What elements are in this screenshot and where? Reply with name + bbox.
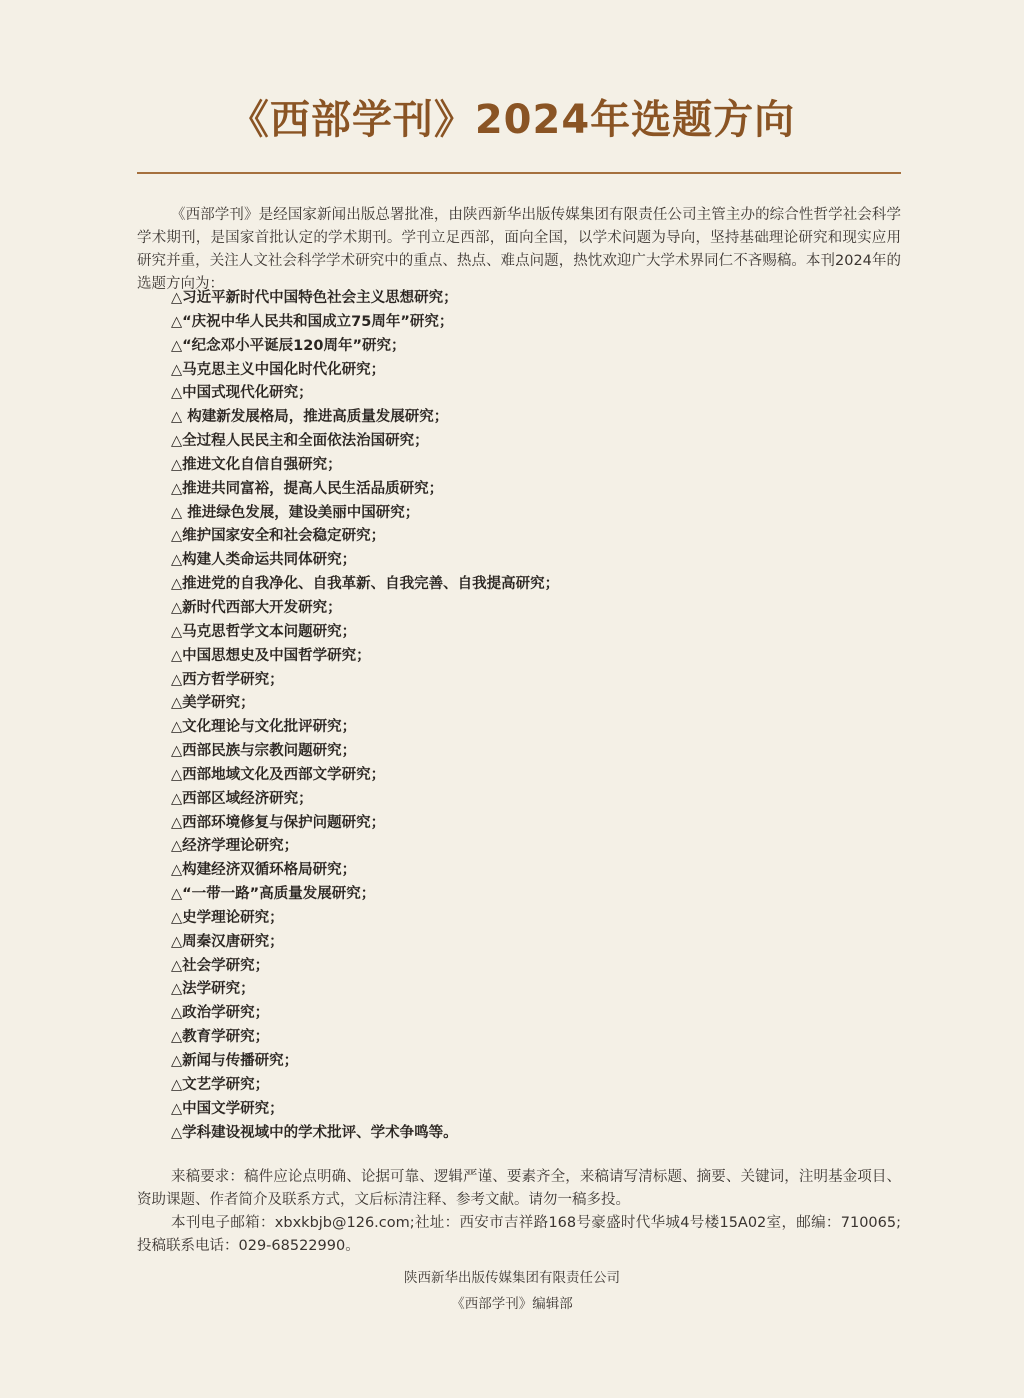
topic-item: △新时代西部大开发研究；: [171, 599, 342, 616]
topic-item: △西部民族与宗教问题研究；: [171, 743, 357, 760]
topic-item: △文化理论与文化批评研究；: [171, 719, 357, 736]
page-title: 《西部学刊》2024年选题方向: [228, 97, 796, 143]
topic-item: △新闻与传播研究；: [171, 1053, 299, 1069]
submission-requirements: 来稿要求：稿件应论点明确、论据可靠、逻辑严谨、要素齐全，来稿请写清标题、摘要、关键词，注明基金项目、资助课题、作者简介及联系方式，文后标清注释、参考文献。请勿一稿多投。: [137, 1169, 901, 1208]
topic-item: △西部区域经济研究；: [171, 790, 313, 807]
title-divider: [137, 172, 901, 174]
intro-paragraph: 《西部学刊》是经国家新闻出版总署批准，由陕西新华出版传媒集团有限责任公司主管主办的综合性哲学社会科学学术期刊，是国家首批认定的学术期刊。学刊立足西部，面向全国，以学术问题为导向，坚持基础理论研究和现实应用研究并重，关注人文社会科学学术研究中的重点、热点、难点问题，热忱欢迎广大学术界同仁不吝赐稿。本刊2024年的选题方向为：: [137, 207, 901, 292]
topic-item: △推进共同富裕，提高人民生活品质研究；: [171, 480, 444, 497]
topic-item: △社会学研究；: [171, 957, 270, 974]
topic-item: △马克思哲学文本问题研究；: [171, 623, 357, 640]
topic-item: △教育学研究；: [171, 1029, 270, 1046]
footer-publisher: 陕西新华出版传媒集团有限责任公司: [404, 1270, 620, 1286]
footer-editorial: 《西部学刊》编辑部: [451, 1296, 573, 1312]
topic-item: △“一带一路”高质量发展研究；: [171, 886, 376, 903]
topic-item: △法学研究；: [171, 981, 255, 998]
contact-info: 本刊电子邮箱：xbxkbjb@126.com;社址：西安市吉祥路168号豪盛时代华城4号楼15A02室，邮编：710065;投稿联系电话：029-68522990。: [137, 1215, 901, 1254]
submission-info: [137, 1166, 901, 1258]
topic-item: △推进文化自信自强研究；: [171, 456, 342, 473]
topic-item: △“庆祝中华人民共和国成立75周年”研究；: [171, 313, 454, 330]
topic-item: △政治学研究；: [171, 1005, 270, 1022]
topic-item: △西部地域文化及西部文学研究；: [171, 766, 386, 783]
topic-item: △ 构建新发展格局，推进高质量发展研究；: [171, 409, 449, 426]
topic-item: △推进党的自我净化、自我革新、自我完善、自我提高研究；: [171, 576, 560, 593]
topic-item: △构建经济双循环格局研究；: [171, 862, 357, 879]
topic-item: △“纪念邓小平诞辰120周年”研究；: [171, 337, 406, 354]
topic-item: △经济学理论研究；: [171, 838, 299, 855]
topic-item: △中国文学研究；: [171, 1100, 284, 1117]
topic-item: △周秦汉唐研究；: [171, 933, 284, 950]
topic-item: △中国式现代化研究；: [171, 385, 313, 402]
topic-item: △构建人类命运共同体研究；: [171, 552, 357, 569]
topic-item: △史学理论研究；: [171, 909, 284, 926]
topic-item: △全过程人民民主和全面依法治国研究；: [171, 433, 429, 450]
topic-item: △马克思主义中国化时代化研究；: [171, 361, 386, 378]
topic-item: △习近平新时代中国特色社会主义思想研究；: [171, 290, 458, 306]
topic-item: △美学研究；: [171, 695, 255, 712]
topic-item: △西部环境修复与保护问题研究；: [171, 814, 386, 831]
topic-item: △学科建设视域中的学术批评、学术争鸣等。: [171, 1124, 458, 1141]
topic-item: △维护国家安全和社会稳定研究；: [171, 528, 386, 545]
topic-item: △西方哲学研究；: [171, 671, 284, 688]
topic-list: [171, 287, 891, 1145]
topic-item: △ 推进绿色发展，建设美丽中国研究；: [171, 504, 420, 521]
topic-item: △中国思想史及中国哲学研究；: [171, 647, 371, 664]
topic-item: △文艺学研究；: [171, 1076, 270, 1093]
